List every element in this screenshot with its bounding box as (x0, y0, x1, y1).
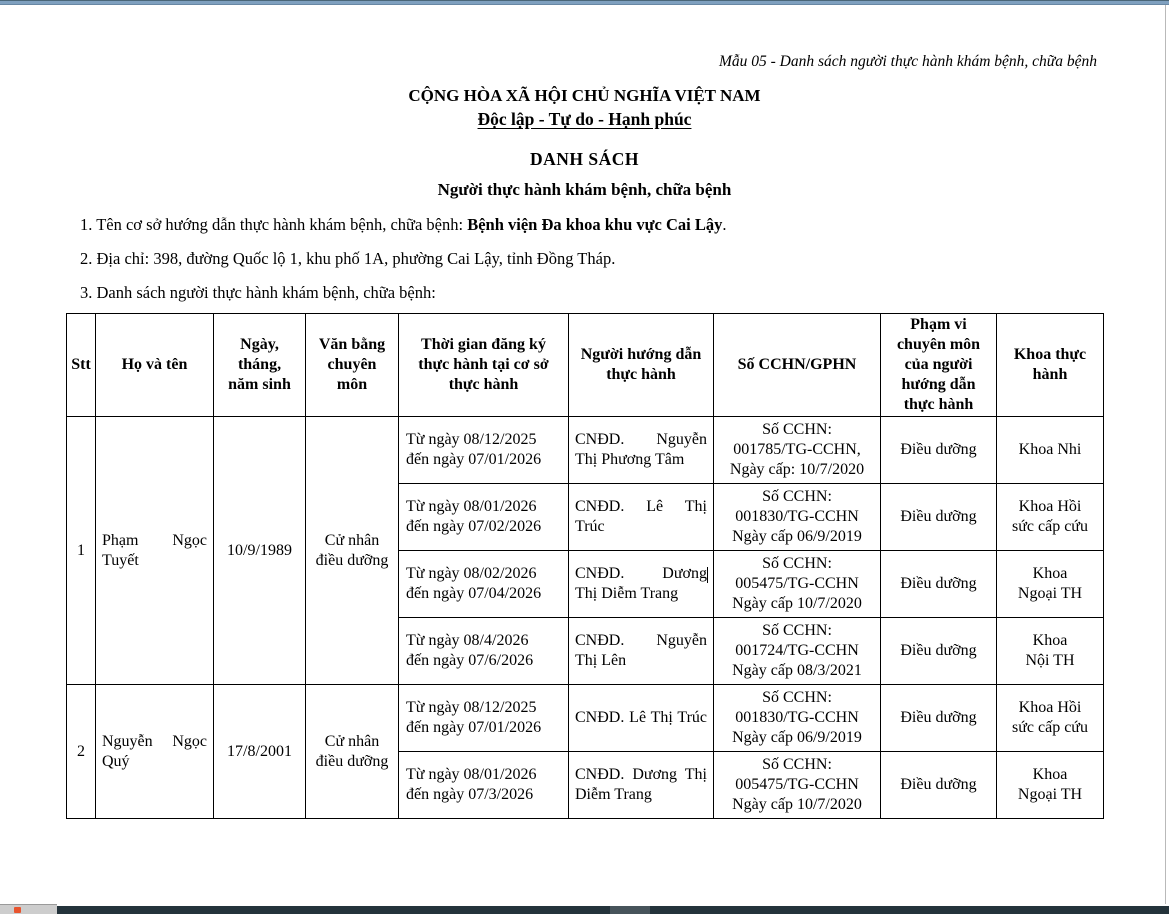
list-title: DANH SÁCH (529, 149, 640, 169)
header-ngay-sinh: Ngày, tháng, năm sinh (214, 314, 306, 417)
cell-mentor: CNĐD. Lê Thị Trúc (569, 685, 714, 752)
cell-degree: Cử nhân điều dưỡng (306, 417, 399, 685)
cell-scope: Điều dưỡng (881, 484, 997, 551)
cell-scope: Điều dưỡng (881, 752, 997, 819)
taskbar-item-highlight[interactable] (610, 906, 650, 914)
cell-name: Nguyễn Ngọc Quý (96, 685, 214, 819)
cell-scope: Điều dưỡng (881, 417, 997, 484)
header-so-cchn: Số CCHN/GPHN (714, 314, 881, 417)
cell-dept: Khoa Nhi (997, 417, 1104, 484)
table-header (67, 314, 1104, 417)
taskbar-dark-strip[interactable] (57, 906, 1169, 914)
header-nguoi-huong-dan: Người hướng dẫn thực hành (569, 314, 714, 417)
header-ho-va-ten: Họ và tên (96, 314, 214, 417)
cell-dept: Khoa Hồi sức cấp cứu (997, 685, 1104, 752)
cell-dob: 10/9/1989 (214, 417, 306, 685)
cell-period: Từ ngày 08/01/2026 đến ngày 07/02/2026 (399, 484, 569, 551)
cell-cchn: Số CCHN: 005475/TG-CCHN Ngày cấp 10/7/2020 (714, 752, 881, 819)
cell-mentor: CNĐD. Dương Thị Diễm Trang (569, 551, 714, 618)
republic-motto (66, 109, 1103, 130)
list-item: 1. Tên cơ sở hướng dẫn thực hành khám bệnh, chữa bệnh: Bệnh viện Đa khoa khu vực Cai Lậy. (80, 215, 727, 234)
cell-stt: 1 (67, 417, 96, 685)
cell-scope: Điều dưỡng (881, 685, 997, 752)
table-body (67, 417, 1104, 819)
list-item: 3. Danh sách người thực hành khám bệnh, chữa bệnh: (80, 283, 436, 302)
header-van-bang: Văn bằng chuyên môn (306, 314, 399, 417)
cell-period: Từ ngày 08/12/2025 đến ngày 07/01/2026 (399, 685, 569, 752)
republic-title: CỘNG HÒA XÃ HỘI CHỦ NGHĨA VIỆT NAM (408, 86, 761, 105)
form-label: Mẫu 05 - Danh sách người thực hành khám bệnh, chữa bệnh (718, 53, 1097, 70)
cell-scope: Điều dưỡng (881, 551, 997, 618)
taskbar-edge (0, 905, 1169, 914)
cell-mentor: CNĐD. Nguyễn Thị Phương Tâm (569, 417, 714, 484)
cell-degree: Cử nhân điều dưỡng (306, 685, 399, 819)
header-stt: Stt (67, 314, 96, 417)
cell-dept: Khoa Nội TH (997, 618, 1104, 685)
table-header-row (67, 314, 1104, 417)
practitioners-table (66, 313, 1104, 819)
cell-period: Từ ngày 08/02/2026 đến ngày 07/04/2026 (399, 551, 569, 618)
cell-dob: 17/8/2001 (214, 685, 306, 819)
republic-motto-text: Độc lập - Tự do - Hạnh phúc (477, 109, 692, 129)
table-row (67, 417, 1104, 484)
cell-cchn: Số CCHN: 001785/TG-CCHN, Ngày cấp: 10/7/2020 (714, 417, 881, 484)
app-icon-fragment[interactable] (14, 907, 21, 913)
list-item: 2. Địa chỉ: 398, đường Quốc lộ 1, khu phố 1A, phường Cai Lậy, tỉnh Đồng Tháp. (80, 249, 616, 268)
cell-mentor: CNĐD. Lê Thị Trúc (569, 484, 714, 551)
cell-period: Từ ngày 08/01/2026 đến ngày 07/3/2026 (399, 752, 569, 819)
cell-dept: Khoa Ngoại TH (997, 551, 1104, 618)
window-top-edge (0, 0, 1169, 5)
cell-cchn: Số CCHN: 001830/TG-CCHN Ngày cấp 06/9/2019 (714, 484, 881, 551)
header-thoi-gian-dang-ky: Thời gian đăng ký thực hành tại cơ sở thực hành (399, 314, 569, 417)
cell-cchn: Số CCHN: 005475/TG-CCHN Ngày cấp 10/7/2020 (714, 551, 881, 618)
cell-mentor: CNĐD. Dương Thị Diễm Trang (569, 752, 714, 819)
cell-dept: Khoa Ngoại TH (997, 752, 1104, 819)
cell-cchn: Số CCHN: 001724/TG-CCHN Ngày cấp 08/3/2021 (714, 618, 881, 685)
text-caret (707, 567, 709, 583)
cell-name: Phạm Ngọc Tuyết (96, 417, 214, 685)
window-right-edge (1165, 5, 1166, 904)
header-pham-vi: Phạm vi chuyên môn của người hướng dẫn thực hành (881, 314, 997, 417)
list-subtitle: Người thực hành khám bệnh, chữa bệnh (437, 180, 732, 199)
numbered-items (80, 208, 1100, 310)
cell-period: Từ ngày 08/4/2026 đến ngày 07/6/2026 (399, 618, 569, 685)
cell-scope: Điều dưỡng (881, 618, 997, 685)
header-khoa: Khoa thực hành (997, 314, 1104, 417)
cell-cchn: Số CCHN: 001830/TG-CCHN Ngày cấp 06/9/2019 (714, 685, 881, 752)
taskbar-left-segment[interactable] (0, 904, 57, 914)
cell-mentor: CNĐD. Nguyễn Thị Lên (569, 618, 714, 685)
cell-stt: 2 (67, 685, 96, 819)
table-row (67, 685, 1104, 752)
cell-dept: Khoa Hồi sức cấp cứu (997, 484, 1104, 551)
cell-period: Từ ngày 08/12/2025 đến ngày 07/01/2026 (399, 417, 569, 484)
